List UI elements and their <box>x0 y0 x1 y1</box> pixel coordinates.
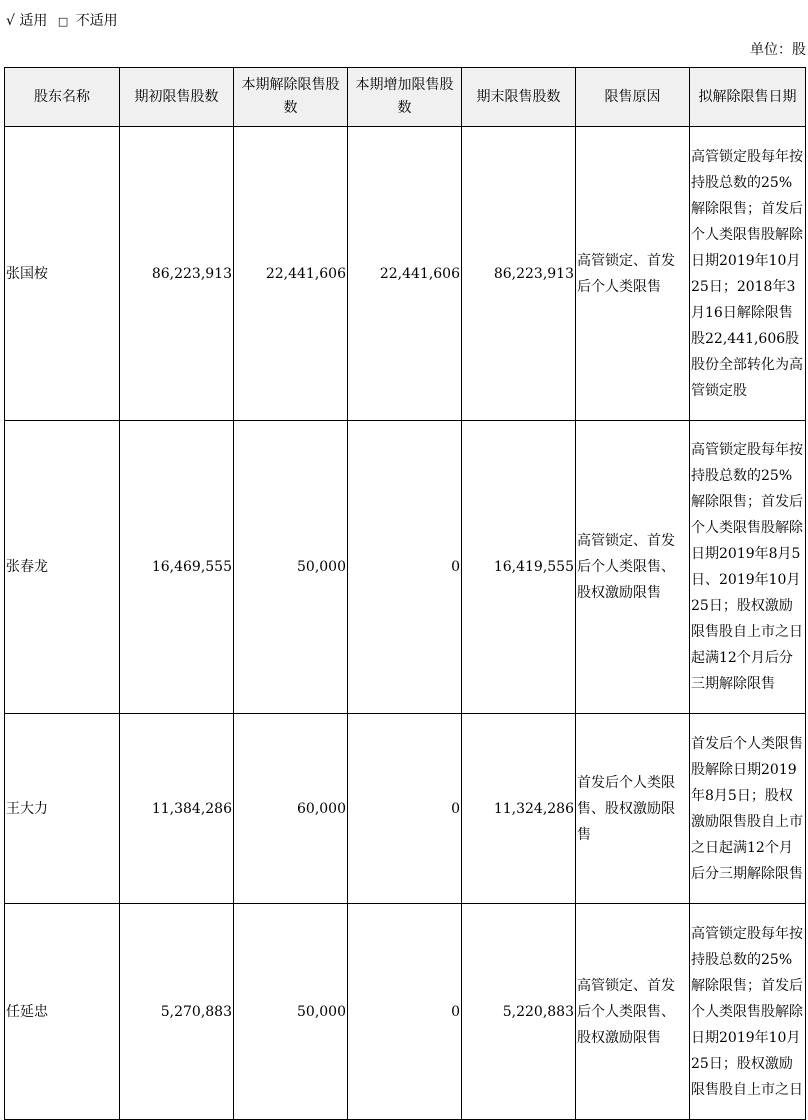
not-applicable-checkbox-icon: □ <box>57 15 69 28</box>
cell-shareholder-name: 张国桉 <box>5 127 120 421</box>
table-row <box>5 127 806 421</box>
cell-closing-restricted: 5,220,883 <box>462 904 576 1120</box>
applicable-check-icon: √ <box>6 13 15 29</box>
header-added-restricted: 本期增加限售股数 <box>348 68 462 127</box>
cell-added-restricted: 0 <box>348 421 462 714</box>
cell-opening-restricted: 5,270,883 <box>120 904 234 1120</box>
table-row <box>5 421 806 714</box>
cell-restriction-reason: 首发后个人类限售、股权激励限售 <box>576 714 690 904</box>
cell-added-restricted: 0 <box>348 714 462 904</box>
cell-opening-restricted: 86,223,913 <box>120 127 234 421</box>
cell-planned-release-date: 首发后个人类限售股解除日期2019年8月5日；股权激励限售股自上市之日起满12个月后分三期解除限售 <box>690 714 806 904</box>
cell-opening-restricted: 11,384,286 <box>120 714 234 904</box>
cell-added-restricted: 0 <box>348 904 462 1120</box>
cell-restriction-reason: 高管锁定、首发后个人类限售、股权激励限售 <box>576 421 690 714</box>
cell-added-restricted: 22,441,606 <box>348 127 462 421</box>
cell-restriction-reason: 高管锁定、首发后个人类限售 <box>576 127 690 421</box>
header-closing-restricted: 期末限售股数 <box>462 68 576 127</box>
unit-label: 单位：股 <box>750 42 806 58</box>
header-released-restricted: 本期解除限售股数 <box>234 68 348 127</box>
cell-closing-restricted: 11,324,286 <box>462 714 576 904</box>
header-opening-restricted: 期初限售股数 <box>120 68 234 127</box>
cell-closing-restricted: 86,223,913 <box>462 127 576 421</box>
cell-shareholder-name: 王大力 <box>5 714 120 904</box>
cell-closing-restricted: 16,419,555 <box>462 421 576 714</box>
applicability-options <box>6 11 118 32</box>
table-row <box>5 904 806 1120</box>
header-planned-release-date: 拟解除限售日期 <box>690 68 806 127</box>
cell-shareholder-name: 张春龙 <box>5 421 120 714</box>
cell-planned-release-date: 高管锁定股每年按持股总数的25%解除限售；首发后个人类限售股解除日期2019年10月25日；股权激励限售股自上市之日 <box>690 904 806 1120</box>
restricted-shares-table <box>4 67 806 1120</box>
cell-released-restricted: 60,000 <box>234 714 348 904</box>
cell-shareholder-name: 任延忠 <box>5 904 120 1120</box>
header-shareholder-name: 股东名称 <box>5 68 120 127</box>
not-applicable-label: 不适用 <box>75 13 118 29</box>
cell-released-restricted: 50,000 <box>234 421 348 714</box>
cell-opening-restricted: 16,469,555 <box>120 421 234 714</box>
cell-planned-release-date: 高管锁定股每年按持股总数的25%解除限售；首发后个人类限售股解除日期2019年10月25日；2018年3月16日解除限售股22,441,606股股份全部转化为高管锁定股 <box>690 127 806 421</box>
header-restriction-reason: 限售原因 <box>576 68 690 127</box>
cell-restriction-reason: 高管锁定、首发后个人类限售、股权激励限售 <box>576 904 690 1120</box>
applicable-label: 适用 <box>19 13 48 29</box>
cell-planned-release-date: 高管锁定股每年按持股总数的25%解除限售；首发后个人类限售股解除日期2019年8月5日、2019年10月25日；股权激励限售股自上市之日起满12个月后分三期解除限售 <box>690 421 806 714</box>
cell-released-restricted: 50,000 <box>234 904 348 1120</box>
cell-released-restricted: 22,441,606 <box>234 127 348 421</box>
table-row <box>5 714 806 904</box>
table-header-row <box>5 68 806 127</box>
